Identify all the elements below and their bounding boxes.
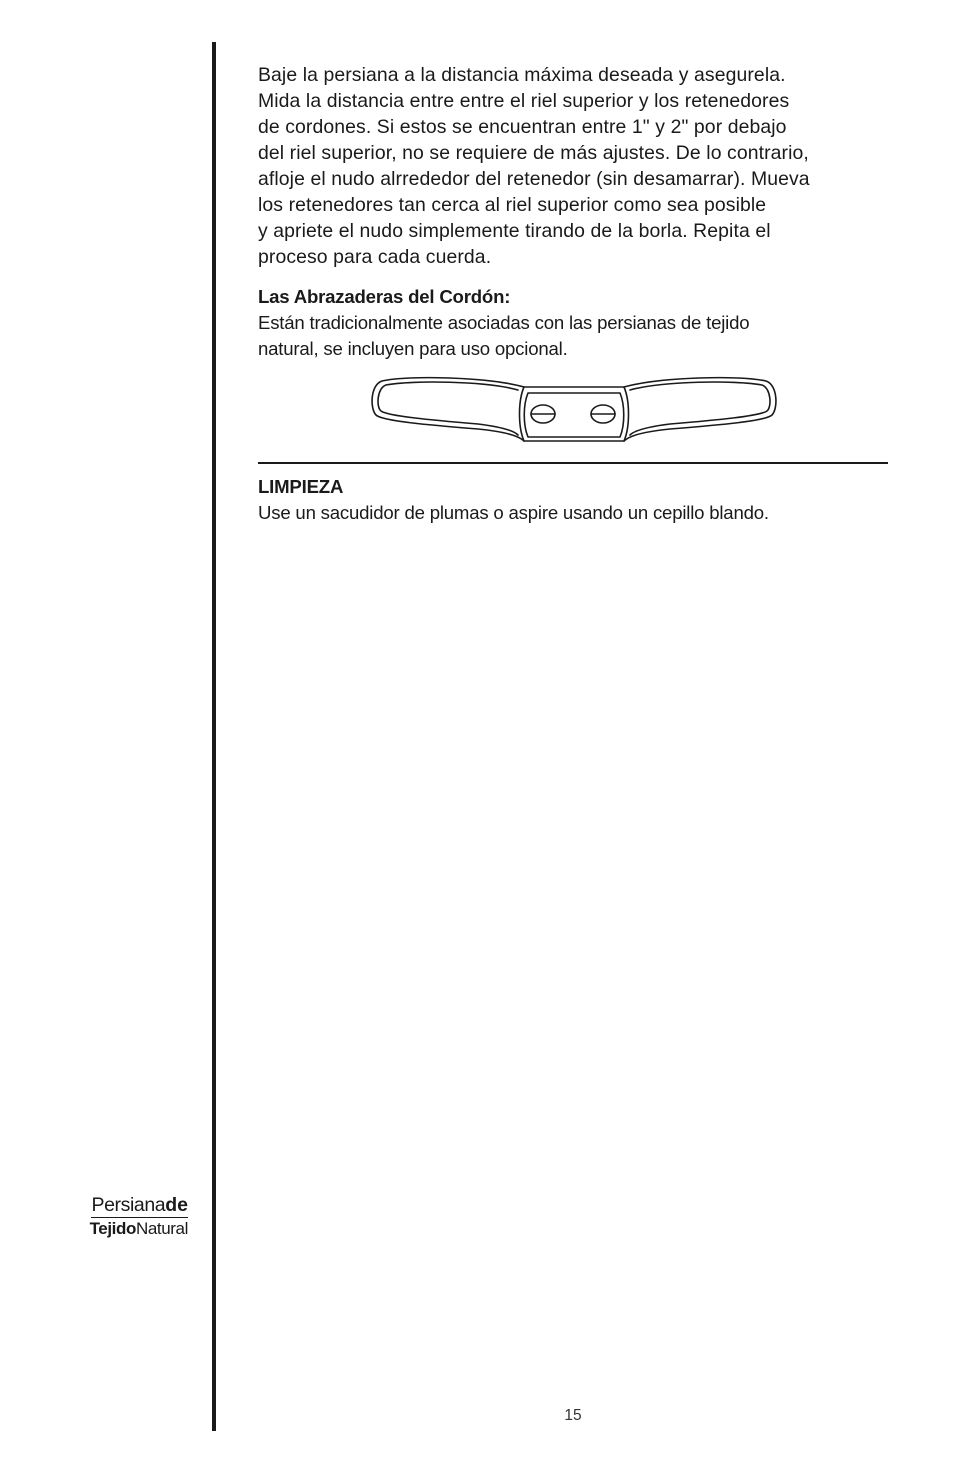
brand-logo-bottom bbox=[66, 1218, 188, 1240]
cord-cleats-heading: Las Abrazaderas del Cordón: bbox=[258, 286, 511, 307]
page-number: 15 bbox=[564, 1407, 582, 1424]
intro-line: Mida la distancia entre entre el riel superior y los retenedores bbox=[258, 90, 790, 112]
brand-logo-top bbox=[91, 1193, 188, 1218]
intro-line: del riel superior, no se requiere de más ajustes. De lo contrario, bbox=[258, 142, 809, 164]
intro-line: afloje el nudo alrrededor del retenedor (sin desamarrar). Mueva bbox=[258, 168, 810, 190]
intro-line: los retenedores tan cerca al riel superior como sea posible bbox=[258, 194, 767, 216]
cleaning-section bbox=[258, 474, 888, 526]
cleaning-line: Use un sacudidor de plumas o aspire usando un cepillo blando. bbox=[258, 502, 769, 523]
cord-cleats-line: natural, se incluyen para uso opcional. bbox=[258, 338, 568, 359]
intro-line: y apriete el nudo simplemente tirando de la borla. Repita el bbox=[258, 220, 771, 242]
brand-word: de bbox=[165, 1194, 188, 1216]
brand-word: Natural bbox=[135, 1219, 188, 1238]
cord-cleat-icon bbox=[368, 375, 780, 447]
intro-line: de cordones. Si estos se encuentran entre 1" y 2" por debajo bbox=[258, 116, 787, 138]
cord-cleats-description bbox=[258, 310, 888, 362]
intro-line: Baje la persiana a la distancia máxima deseada y asegurela. bbox=[258, 64, 786, 86]
intro-line: proceso para cada cuerda. bbox=[258, 246, 492, 268]
cleaning-description bbox=[258, 500, 888, 526]
brand-word: Persiana bbox=[91, 1194, 166, 1216]
cleaning-heading: LIMPIEZA bbox=[258, 476, 344, 497]
vertical-margin-rule bbox=[212, 42, 216, 1431]
brand-word: Tejido bbox=[89, 1219, 136, 1238]
cord-cleat-illustration bbox=[368, 375, 780, 447]
intro-paragraph bbox=[258, 62, 888, 270]
main-content bbox=[258, 62, 888, 362]
brand-logo bbox=[66, 1193, 188, 1240]
cord-cleats-line: Están tradicionalmente asociadas con las persianas de tejido bbox=[258, 312, 750, 333]
section-divider bbox=[258, 462, 888, 464]
